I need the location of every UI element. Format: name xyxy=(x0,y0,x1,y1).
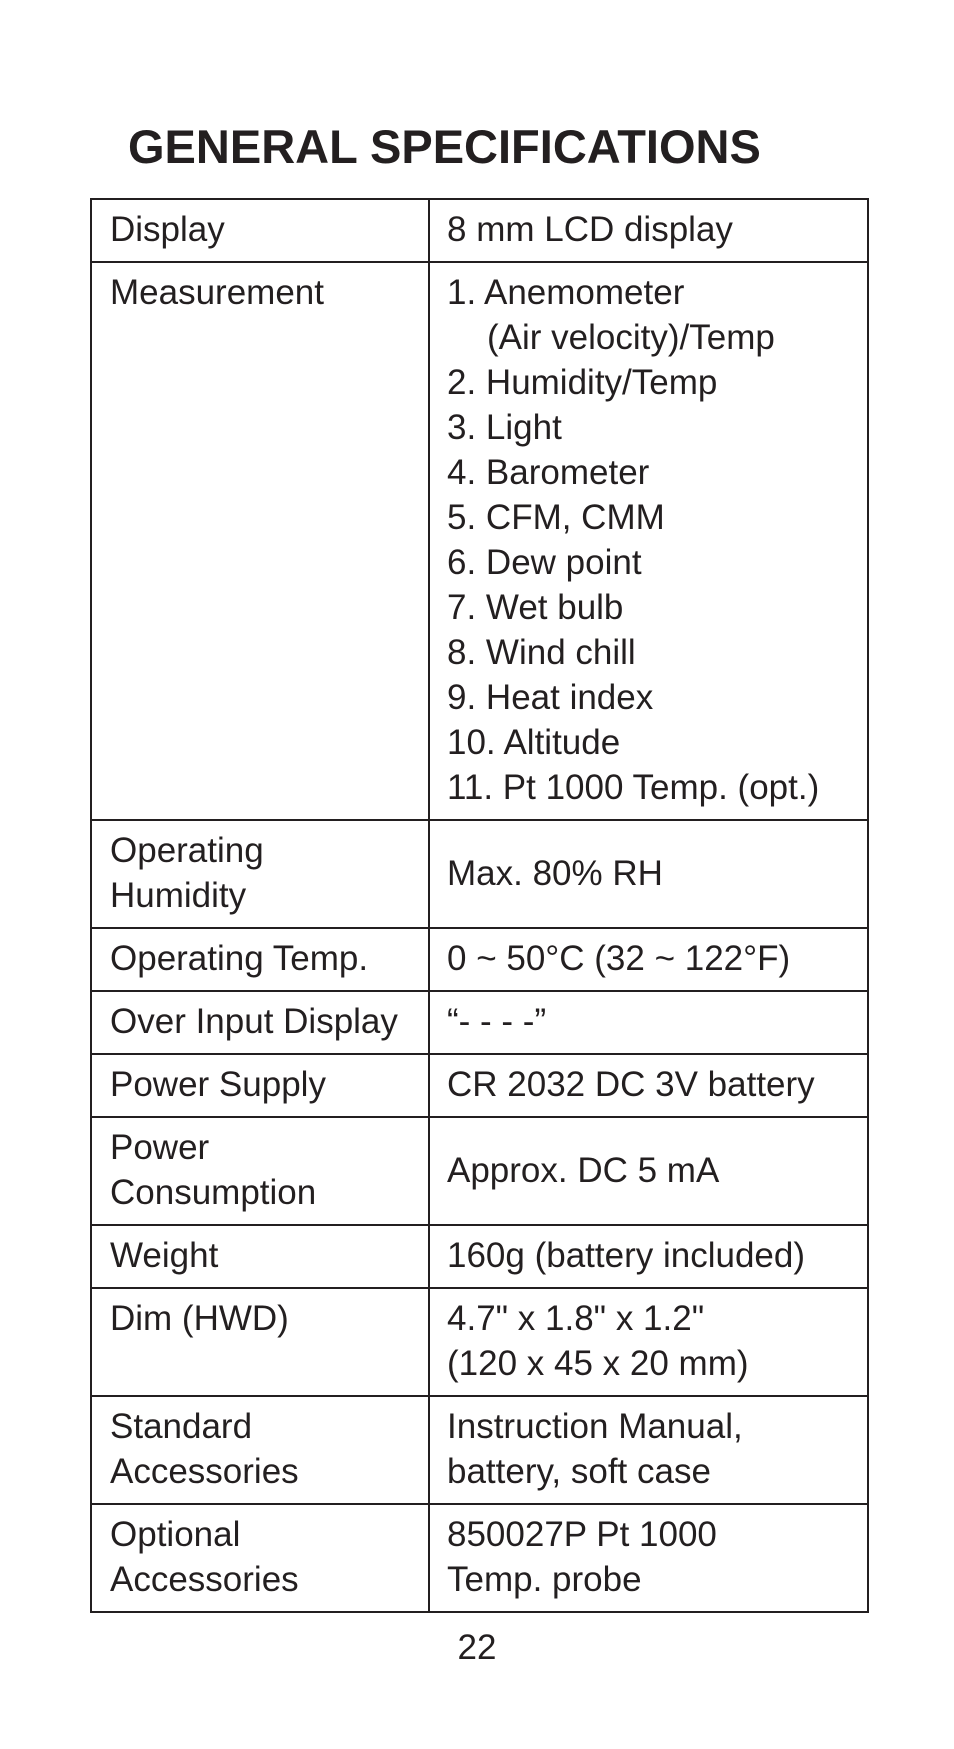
spec-label-over-input-display xyxy=(91,991,429,1054)
spec-label-line: Power xyxy=(110,1128,210,1167)
table-row xyxy=(91,820,868,928)
spec-label-display xyxy=(91,199,429,262)
spec-value-line: 160g (battery included) xyxy=(447,1236,805,1275)
spec-label-line: Display xyxy=(110,210,225,249)
measurement-item: 3. Light xyxy=(447,408,562,447)
spec-value-standard-accessories xyxy=(429,1396,868,1504)
spec-label-operating-humidity xyxy=(91,820,429,928)
measurement-item: 4. Barometer xyxy=(447,453,650,492)
spec-value-power-supply xyxy=(429,1054,868,1117)
spec-label-standard-accessories xyxy=(91,1396,429,1504)
table-row xyxy=(91,928,868,991)
spec-value-line: Instruction Manual, xyxy=(447,1407,743,1446)
spec-label-measurement xyxy=(91,262,429,820)
spec-label-line: Operating Temp. xyxy=(110,939,369,978)
spec-label-line: Optional xyxy=(110,1515,241,1554)
spec-label-line: Power Supply xyxy=(110,1065,326,1104)
page-number: 22 xyxy=(457,1628,497,1667)
table-row xyxy=(91,991,868,1054)
spec-label-line: Consumption xyxy=(110,1173,317,1212)
spec-value-line: CR 2032 DC 3V battery xyxy=(447,1065,815,1104)
spec-label-line: Accessories xyxy=(110,1560,299,1599)
measurement-item: 7. Wet bulb xyxy=(447,588,624,627)
measurement-item: 10. Altitude xyxy=(447,723,621,762)
table-row xyxy=(91,1504,868,1612)
spec-label-operating-temp xyxy=(91,928,429,991)
table-row xyxy=(91,1396,868,1504)
spec-label-optional-accessories xyxy=(91,1504,429,1612)
spec-value-operating-temp xyxy=(429,928,868,991)
spec-value-measurement xyxy=(429,262,868,820)
table-row xyxy=(91,262,868,820)
spec-value-line: 4.7" x 1.8" x 1.2" xyxy=(447,1299,705,1338)
spec-value-line: battery, soft case xyxy=(447,1452,711,1491)
spec-label-power-supply xyxy=(91,1054,429,1117)
table-row xyxy=(91,1117,868,1225)
spec-value-optional-accessories xyxy=(429,1504,868,1612)
spec-label-line: Accessories xyxy=(110,1452,299,1491)
spec-label-line: Operating xyxy=(110,831,264,870)
spec-label-line: Standard xyxy=(110,1407,253,1446)
spec-label-line: Weight xyxy=(110,1236,219,1275)
spec-value-dimensions xyxy=(429,1288,868,1396)
spec-value-line: Approx. DC 5 mA xyxy=(447,1150,720,1190)
table-row xyxy=(91,1225,868,1288)
spec-value-weight xyxy=(429,1225,868,1288)
spec-value-line: (120 x 45 x 20 mm) xyxy=(447,1344,749,1383)
spec-value-line: “- - - -” xyxy=(447,1002,547,1041)
spec-label-weight xyxy=(91,1225,429,1288)
table-row xyxy=(91,199,868,262)
measurement-item: 5. CFM, CMM xyxy=(447,498,665,537)
spec-value-over-input-display xyxy=(429,991,868,1054)
spec-value-line: 0 ~ 50°C (32 ~ 122°F) xyxy=(447,939,791,978)
table-row xyxy=(91,1288,868,1396)
measurement-item: 9. Heat index xyxy=(447,678,654,717)
spec-value-operating-humidity xyxy=(429,820,868,928)
page-title: GENERAL SPECIFICATIONS xyxy=(128,120,761,173)
spec-value-line: 850027P Pt 1000 xyxy=(447,1515,717,1554)
measurement-item: 8. Wind chill xyxy=(447,633,636,672)
table-row xyxy=(91,1054,868,1117)
spec-label-line: Dim (HWD) xyxy=(110,1299,289,1338)
spec-label-line: Measurement xyxy=(110,273,324,312)
measurement-item: 6. Dew point xyxy=(447,543,642,582)
spec-value-line: 8 mm LCD display xyxy=(447,210,733,249)
spec-value-line: Max. 80% RH xyxy=(447,853,663,893)
spec-value-power-consumption xyxy=(429,1117,868,1225)
spec-label-dimensions xyxy=(91,1288,429,1396)
measurement-item: (Air velocity)/Temp xyxy=(487,318,775,357)
measurement-item: 11. Pt 1000 Temp. (opt.) xyxy=(447,768,820,807)
specifications-table xyxy=(90,198,869,1613)
measurement-item: 1. Anemometer xyxy=(447,273,685,312)
spec-label-line: Humidity xyxy=(110,876,247,915)
spec-label-power-consumption xyxy=(91,1117,429,1225)
spec-value-line: Temp. probe xyxy=(447,1560,642,1599)
spec-label-line: Over Input Display xyxy=(110,1002,398,1041)
measurement-item: 2. Humidity/Temp xyxy=(447,363,718,402)
spec-value-display xyxy=(429,199,868,262)
